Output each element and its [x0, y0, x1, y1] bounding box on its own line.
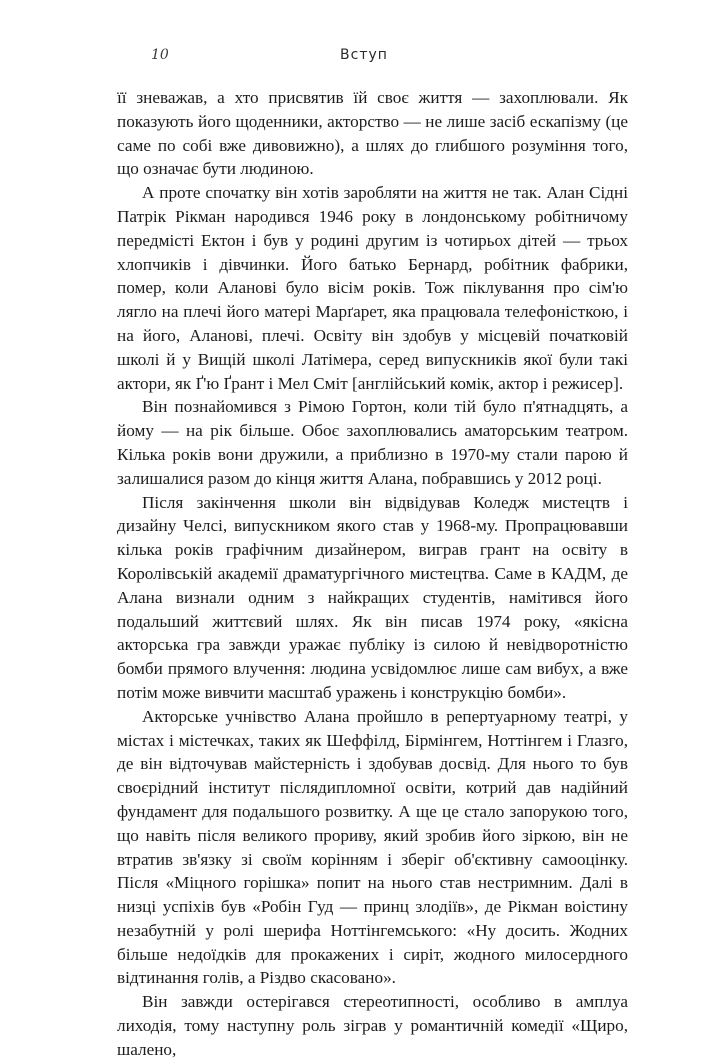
- running-head: [0, 47, 728, 69]
- paragraph: її зневажав, а хто присвятив їй своє життя — захоплювали. Як показують його щоденники, акторство — не лише засіб ескапізму (це саме по собі вже дивовижно), а шлях до глибшого розуміння того, що означає бути людиною.: [117, 88, 628, 179]
- paragraph: Після закінчення школи він відвідував Коледж мистецтв і дизайну Челсі, випускником якого став у 1968-му. Пропрацювавши кілька років графічним дизайнером, виграв грант на освіту в Королівській академії драматургічного мистецтва. Саме в КАДМ, де Алана визнали одним з найкращих студентів, намітився його подальший життєвий шлях. Як він писав 1974 року, «якісна акторська гра завжди уражає публіку із силою й невідворотністю бомби прямого влучення: людина усвідомлює лише сам вибух, а вже потім може вивчити масштаб уражень і конструкцію бомби».: [117, 492, 628, 702]
- section-title: Вступ: [340, 47, 388, 63]
- body-text: [117, 86, 628, 1062]
- paragraph: А проте спочатку він хотів заробляти на життя не так. Алан Сідні Патрік Рікман народився 1946 року в лондонському робітничому передмісті Ектон і був у родині другим із чотирьох дітей — трьох хлопчиків і дівчинки. Його батько Бернард, робітник фабрики, помер, коли Аланові було вісім років. Тож піклування про сім'ю лягло на плечі його матері Марґарет, яка працювала телефоністкою, і на його, Аланові, плечі. Освіту він здобув у місцевій початковій школі й у Вищій школі Латімера, серед випускників якої були такі актори, як Ґ'ю Ґрант і Мел Сміт [англійський комік, актор і режисер].: [117, 183, 628, 393]
- paragraph: Він завжди остерігався стереотипності, особливо в амплуа лиходія, тому наступну роль зіграв у романтичній комедії «Щиро, шалено,: [117, 992, 628, 1059]
- page-number: 10: [151, 47, 169, 63]
- paragraph: Акторське учнівство Алана пройшло в репертуарному театрі, у містах і містечках, таких як Шеффілд, Бірмінгем, Ноттінгем і Глазго, де він відточував майстерність і здобував досвід. Для нього то був своєрідний інститут післядипломної освіти, котрий дав надійний фундамент для подальшого розвитку. А ще це стало запорукою того, що навіть після великого прориву, який зробив його зіркою, він не втратив зв'язку зі своїм корінням і зберіг об'єктивну самооцінку. Після «Міцного горішка» попит на нього став нестримним. Далі в низці успіхів був «Робін Гуд — принц злодіїв», де Рікман воістину незабутній у ролі шерифа Ноттінгемського: «Ну досить. Жодних більше недоїдків для прокажених і сиріт, жодного милосердного відтинання голів, а Різдво скасовано».: [117, 706, 628, 988]
- paragraph: Він познайомився з Рімою Гортон, коли тій було п'ятнадцять, а йому — на рік більше. Обоє захоплювались аматорським театром. Кілька років вони дружили, а приблизно в 1970-му стали парою й залишалися разом до кінця життя Алана, побравшись у 2012 році.: [117, 397, 628, 488]
